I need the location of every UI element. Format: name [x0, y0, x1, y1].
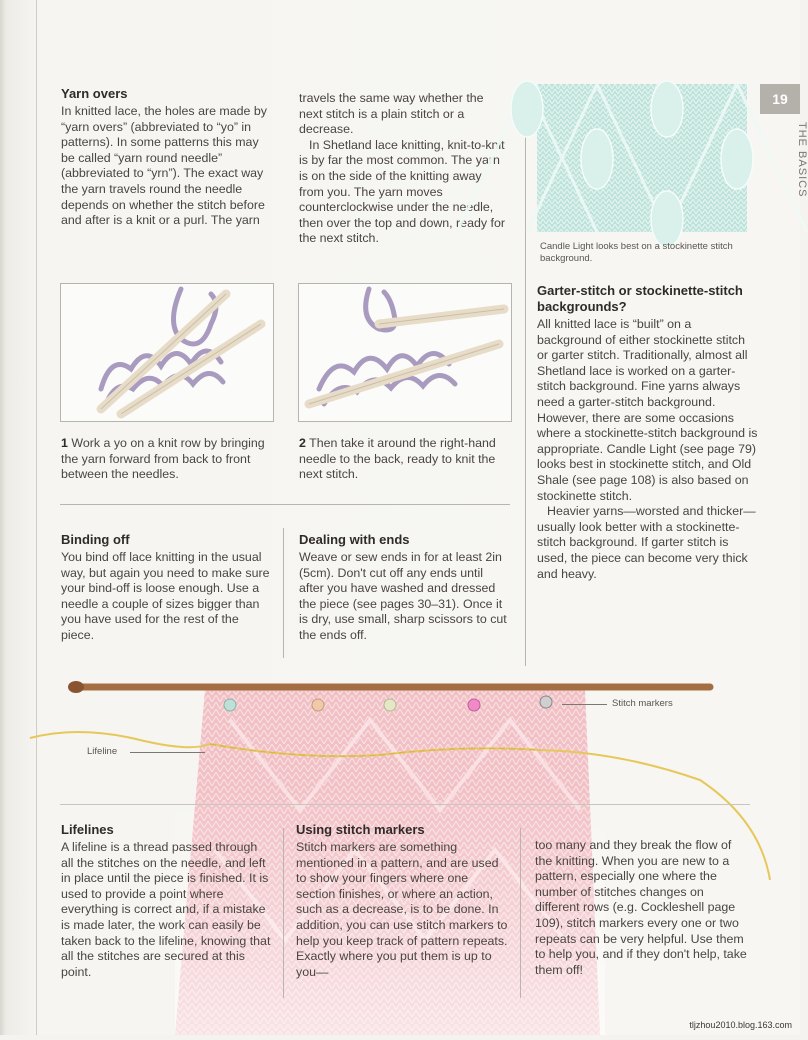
- lifeline-leader: [130, 752, 205, 753]
- photo-caption: Candle Light looks best on a stockinette stitch background.: [540, 241, 733, 264]
- garter-heading: Garter-stitch or stockinette-stitch backgrounds?: [537, 283, 743, 314]
- bottom-rule-2: [520, 828, 521, 998]
- yarn-overs-text-3: In Shetland lace knitting, knit-to-knit is by far the most common. The yarn is on the side of the knitting away from you. The yarn moves counterclockwise under the needle, then over the top and down, ready for the next stitch.: [299, 137, 505, 246]
- section-label: THE BASICS: [796, 122, 808, 198]
- stitch-markers-col2: [535, 838, 750, 978]
- stitch-markers-text-2: too many and they break the flow of the knitting. When you are new to a pattern, especially one where the number of stitches changes on different rows (e.g. Cockleshell page 109), stitch markers every one or two repeats can be very helpful. Use them to help you, and if they don't help, take them off!: [535, 838, 747, 977]
- garter-column: [537, 283, 759, 582]
- section-rule: [60, 504, 510, 505]
- dealing-ends-section: [299, 532, 509, 644]
- bottom-section-rule: [60, 804, 750, 805]
- step-2-text: Then take it around the right-hand needle to the back, ready to knit the next stitch.: [299, 436, 496, 482]
- step-2-caption: [299, 436, 499, 483]
- step-2-number: 2: [299, 436, 306, 450]
- binding-off-heading: Binding off: [61, 532, 130, 547]
- illustration-step-1: [60, 283, 274, 422]
- dealing-ends-heading: Dealing with ends: [299, 532, 410, 547]
- binding-off-section: [61, 532, 271, 644]
- yarn-overs-text-2: travels the same way whether the next stitch is a plain stitch or a decrease.: [299, 91, 484, 137]
- garter-text-1: All knitted lace is “built” on a background of either stockinette stitch or garter stitch. Traditionally, almost all Shetland lace is worked on a garter-stitch background. Fine yarns always need a garter-stitch background. However, there are some occasions where a stockinette-stitch background is appropriate. Candle Light (see page 79) looks best in stockinette stitch, and Old Shale (see page 108) is also based on stockinette stitch.: [537, 317, 758, 503]
- column-rule: [525, 86, 526, 666]
- yarn-overs-col2: [299, 91, 509, 247]
- step-1-number: 1: [61, 436, 68, 450]
- stitch-markers-text-1: Stitch markers are something mentioned in a pattern, and are used to show your fingers where one section finishes, or where an action, such as a decrease, is to be done. In addition, you can use stitch markers to help you keep track of pattern repeats. Exactly where you put them is up to you—: [296, 840, 508, 979]
- step-1-caption: [61, 436, 273, 483]
- yarn-overs-heading: Yarn overs: [61, 86, 128, 101]
- candle-light-photo: [537, 84, 747, 232]
- lifeline-label: Lifeline: [87, 746, 118, 757]
- yarn-overs-text-1: In knitted lace, the holes are made by “yarn overs” (abbreviated to “yo” in patterns). In some patterns this may be called “yarn round needle” (abbreviated to “yrn”). The exact way the yarn travels round the needle depends on whether the stitch before and after is a knit or a purl. The yarn: [61, 104, 267, 228]
- yarn-overs-col1: [61, 86, 271, 229]
- stitch-markers-label: Stitch markers: [612, 698, 673, 709]
- stitch-markers-heading: Using stitch markers: [296, 822, 425, 837]
- page-number: 19: [760, 84, 800, 114]
- dealing-ends-text: Weave or sew ends in for at least 2in (5cm). Don't cut off any ends until after you have washed and dressed the piece (see pages 30–31). Once it is dry, use small, sharp scissors to cut the ends off.: [299, 550, 507, 642]
- bottom-column-rule: [283, 528, 284, 658]
- stitch-markers-leader: [562, 704, 607, 705]
- stitch-markers-section: [296, 822, 508, 980]
- illustration-step-2: [298, 283, 512, 422]
- lifelines-heading: Lifelines: [61, 822, 114, 837]
- footer-url: tljzhou2010.blog.163.com: [689, 1020, 792, 1030]
- lifelines-section: [61, 822, 271, 980]
- step-1-text: Work a yo on a knit row by bringing the yarn forward from back to front between the needles.: [61, 436, 265, 482]
- binding-off-text: You bind off lace knitting in the usual way, but again you need to make sure your bind-off is loose enough. Use a needle a couple of sizes bigger than you have used for the rest of the piece.: [61, 550, 270, 642]
- lifelines-text: A lifeline is a thread passed through all the stitches on the needle, and left in place until the piece is finished. It is used to provide a point where everything is correct and, if a mistake is made later, the work can easily be taken back to the lifeline, knowing that all the stitches are secured at this point.: [61, 840, 271, 979]
- bottom-rule-1: [283, 828, 284, 998]
- garter-text-2: Heavier yarns—worsted and thicker—usually look better with a stockinette-stitch background. If garter stitch is used, the piece can become very thick and heavy.: [537, 504, 756, 581]
